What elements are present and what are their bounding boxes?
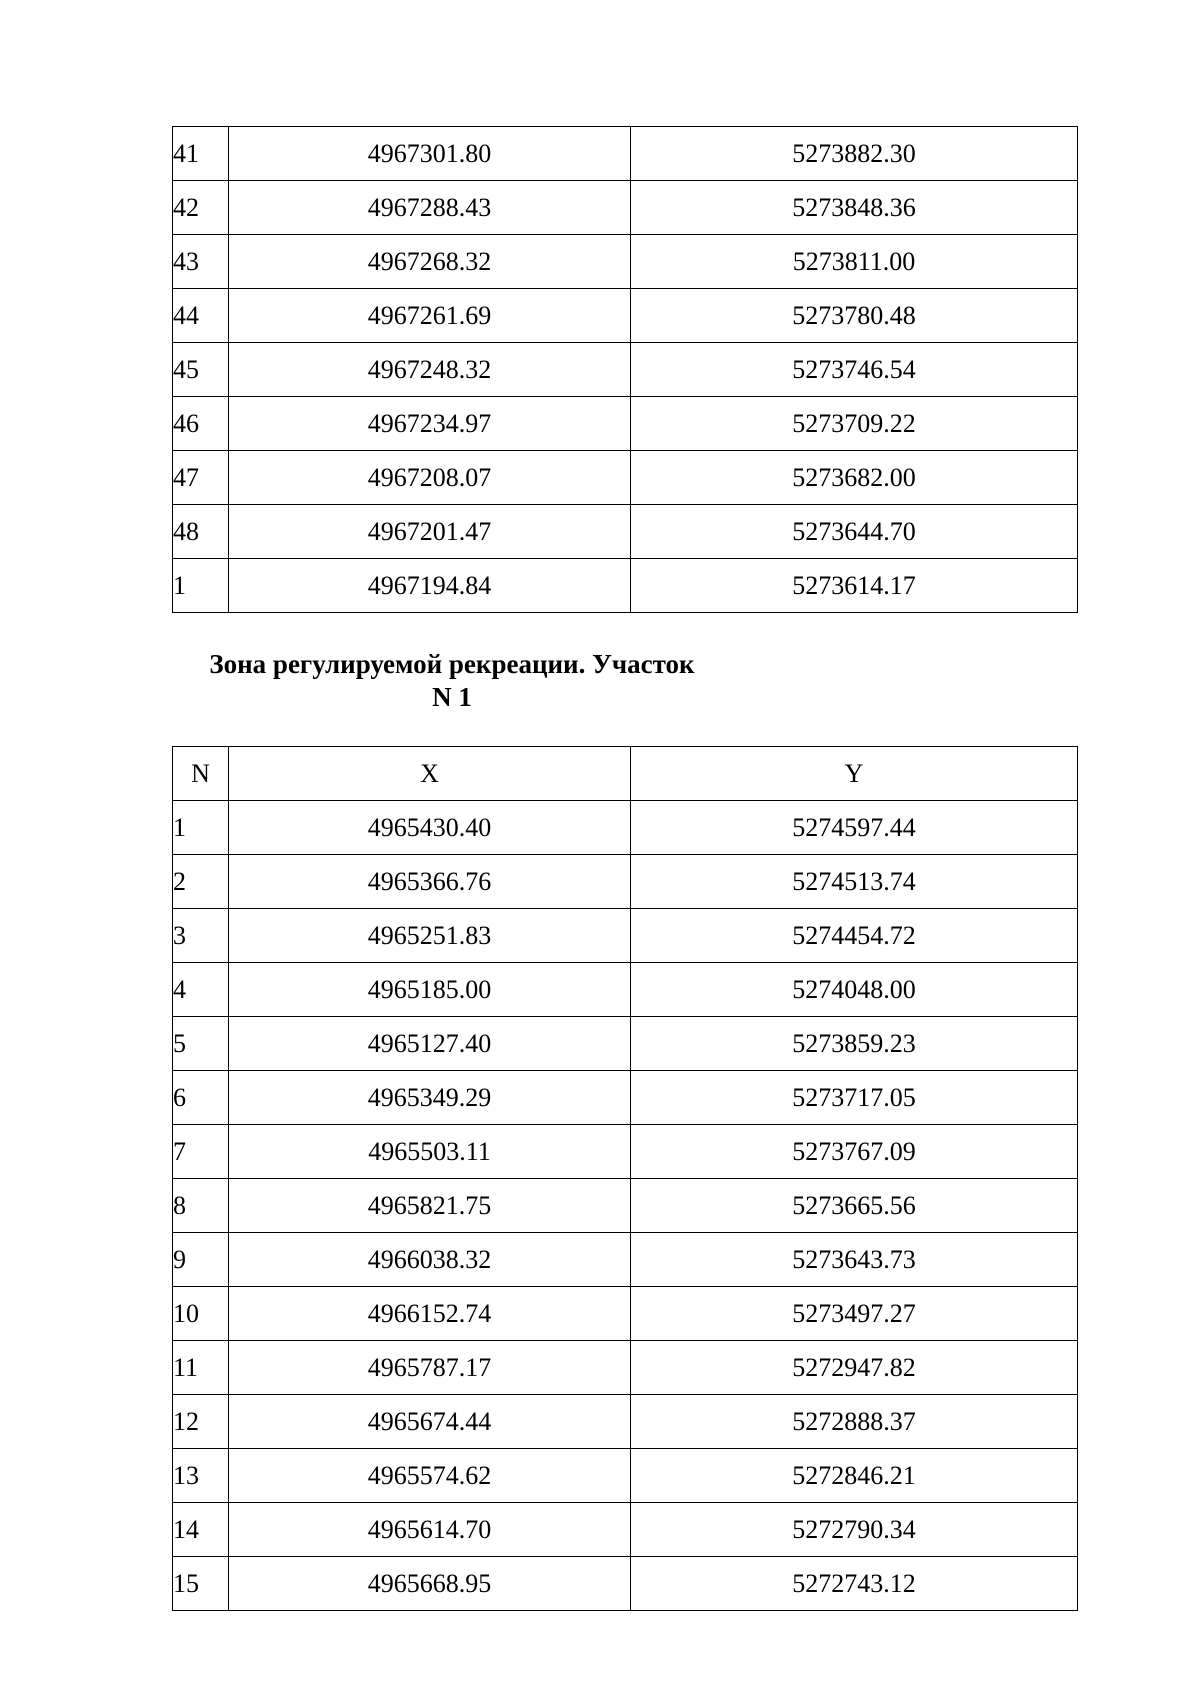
point-number-cell: 44	[173, 289, 229, 343]
point-number-cell: 46	[173, 397, 229, 451]
x-coordinate-cell: 4965349.29	[229, 1071, 631, 1125]
x-coordinate-cell: 4967261.69	[229, 289, 631, 343]
section-title	[172, 648, 732, 714]
y-coordinate-cell: 5273665.56	[631, 1179, 1078, 1233]
point-number-cell: 5	[173, 1017, 229, 1071]
coordinates-table-body	[173, 127, 1078, 613]
x-coordinate-cell: 4965366.76	[229, 855, 631, 909]
coordinates-table-continued	[172, 126, 1078, 613]
y-coordinate-cell: 5273682.00	[631, 451, 1078, 505]
y-coordinate-cell: 5274513.74	[631, 855, 1078, 909]
table-row	[173, 397, 1078, 451]
point-number-cell: 48	[173, 505, 229, 559]
table-row	[173, 1125, 1078, 1179]
point-number-cell: 12	[173, 1395, 229, 1449]
y-coordinate-cell: 5273746.54	[631, 343, 1078, 397]
y-coordinate-cell: 5274597.44	[631, 801, 1078, 855]
y-coordinate-cell: 5272743.12	[631, 1557, 1078, 1611]
table-row	[173, 559, 1078, 613]
point-number-cell: 4	[173, 963, 229, 1017]
y-coordinate-cell: 5274048.00	[631, 963, 1078, 1017]
point-number-cell: 45	[173, 343, 229, 397]
x-coordinate-cell: 4965574.62	[229, 1449, 631, 1503]
table-row	[173, 1449, 1078, 1503]
x-coordinate-cell: 4967268.32	[229, 235, 631, 289]
header-x: X	[229, 747, 631, 801]
point-number-cell: 9	[173, 1233, 229, 1287]
y-coordinate-cell: 5273811.00	[631, 235, 1078, 289]
y-coordinate-cell: 5273780.48	[631, 289, 1078, 343]
point-number-cell: 41	[173, 127, 229, 181]
point-number-cell: 43	[173, 235, 229, 289]
x-coordinate-cell: 4965668.95	[229, 1557, 631, 1611]
y-coordinate-cell: 5273497.27	[631, 1287, 1078, 1341]
section-title-line-1: Зона регулируемой рекреации. Участок	[209, 649, 695, 679]
y-coordinate-cell: 5273717.05	[631, 1071, 1078, 1125]
x-coordinate-cell: 4966038.32	[229, 1233, 631, 1287]
x-coordinate-cell: 4965251.83	[229, 909, 631, 963]
x-coordinate-cell: 4967234.97	[229, 397, 631, 451]
table-row	[173, 343, 1078, 397]
table-header	[173, 747, 1078, 801]
header-n: N	[173, 747, 229, 801]
point-number-cell: 8	[173, 1179, 229, 1233]
point-number-cell: 15	[173, 1557, 229, 1611]
y-coordinate-cell: 5274454.72	[631, 909, 1078, 963]
y-coordinate-cell: 5273709.22	[631, 397, 1078, 451]
y-coordinate-cell: 5273882.30	[631, 127, 1078, 181]
y-coordinate-cell: 5273643.73	[631, 1233, 1078, 1287]
table-row	[173, 1287, 1078, 1341]
y-coordinate-cell: 5273767.09	[631, 1125, 1078, 1179]
x-coordinate-cell: 4965614.70	[229, 1503, 631, 1557]
table-row	[173, 963, 1078, 1017]
x-coordinate-cell: 4967301.80	[229, 127, 631, 181]
table-row	[173, 1017, 1078, 1071]
table-row	[173, 1341, 1078, 1395]
point-number-cell: 6	[173, 1071, 229, 1125]
x-coordinate-cell: 4967194.84	[229, 559, 631, 613]
x-coordinate-cell: 4966152.74	[229, 1287, 631, 1341]
x-coordinate-cell: 4967288.43	[229, 181, 631, 235]
table-row	[173, 1179, 1078, 1233]
x-coordinate-cell: 4967201.47	[229, 505, 631, 559]
y-coordinate-cell: 5272846.21	[631, 1449, 1078, 1503]
table-row	[173, 289, 1078, 343]
x-coordinate-cell: 4965674.44	[229, 1395, 631, 1449]
x-coordinate-cell: 4965127.40	[229, 1017, 631, 1071]
header-y: Y	[631, 747, 1078, 801]
y-coordinate-cell: 5273859.23	[631, 1017, 1078, 1071]
table-row	[173, 1233, 1078, 1287]
table-row	[173, 801, 1078, 855]
table-row	[173, 235, 1078, 289]
recreation-zone-coordinates-table	[172, 746, 1078, 1611]
point-number-cell: 7	[173, 1125, 229, 1179]
point-number-cell: 3	[173, 909, 229, 963]
y-coordinate-cell: 5272947.82	[631, 1341, 1078, 1395]
x-coordinate-cell: 4965821.75	[229, 1179, 631, 1233]
x-coordinate-cell: 4965503.11	[229, 1125, 631, 1179]
y-coordinate-cell: 5273848.36	[631, 181, 1078, 235]
point-number-cell: 10	[173, 1287, 229, 1341]
point-number-cell: 47	[173, 451, 229, 505]
x-coordinate-cell: 4965430.40	[229, 801, 631, 855]
x-coordinate-cell: 4967208.07	[229, 451, 631, 505]
table-row	[173, 909, 1078, 963]
x-coordinate-cell: 4965185.00	[229, 963, 631, 1017]
table-row	[173, 451, 1078, 505]
y-coordinate-cell: 5272888.37	[631, 1395, 1078, 1449]
point-number-cell: 2	[173, 855, 229, 909]
point-number-cell: 14	[173, 1503, 229, 1557]
point-number-cell: 42	[173, 181, 229, 235]
table-row	[173, 855, 1078, 909]
table-row	[173, 1071, 1078, 1125]
point-number-cell: 13	[173, 1449, 229, 1503]
table-row	[173, 1503, 1078, 1557]
table-row	[173, 181, 1078, 235]
table-row	[173, 1395, 1078, 1449]
coordinates-table-body	[173, 801, 1078, 1611]
y-coordinate-cell: 5272790.34	[631, 1503, 1078, 1557]
y-coordinate-cell: 5273644.70	[631, 505, 1078, 559]
point-number-cell: 11	[173, 1341, 229, 1395]
table-row	[173, 1557, 1078, 1611]
table-row	[173, 127, 1078, 181]
section-title-line-2: N 1	[432, 682, 472, 712]
y-coordinate-cell: 5273614.17	[631, 559, 1078, 613]
point-number-cell: 1	[173, 559, 229, 613]
table-row	[173, 505, 1078, 559]
x-coordinate-cell: 4967248.32	[229, 343, 631, 397]
x-coordinate-cell: 4965787.17	[229, 1341, 631, 1395]
table-header-row	[173, 747, 1078, 801]
point-number-cell: 1	[173, 801, 229, 855]
